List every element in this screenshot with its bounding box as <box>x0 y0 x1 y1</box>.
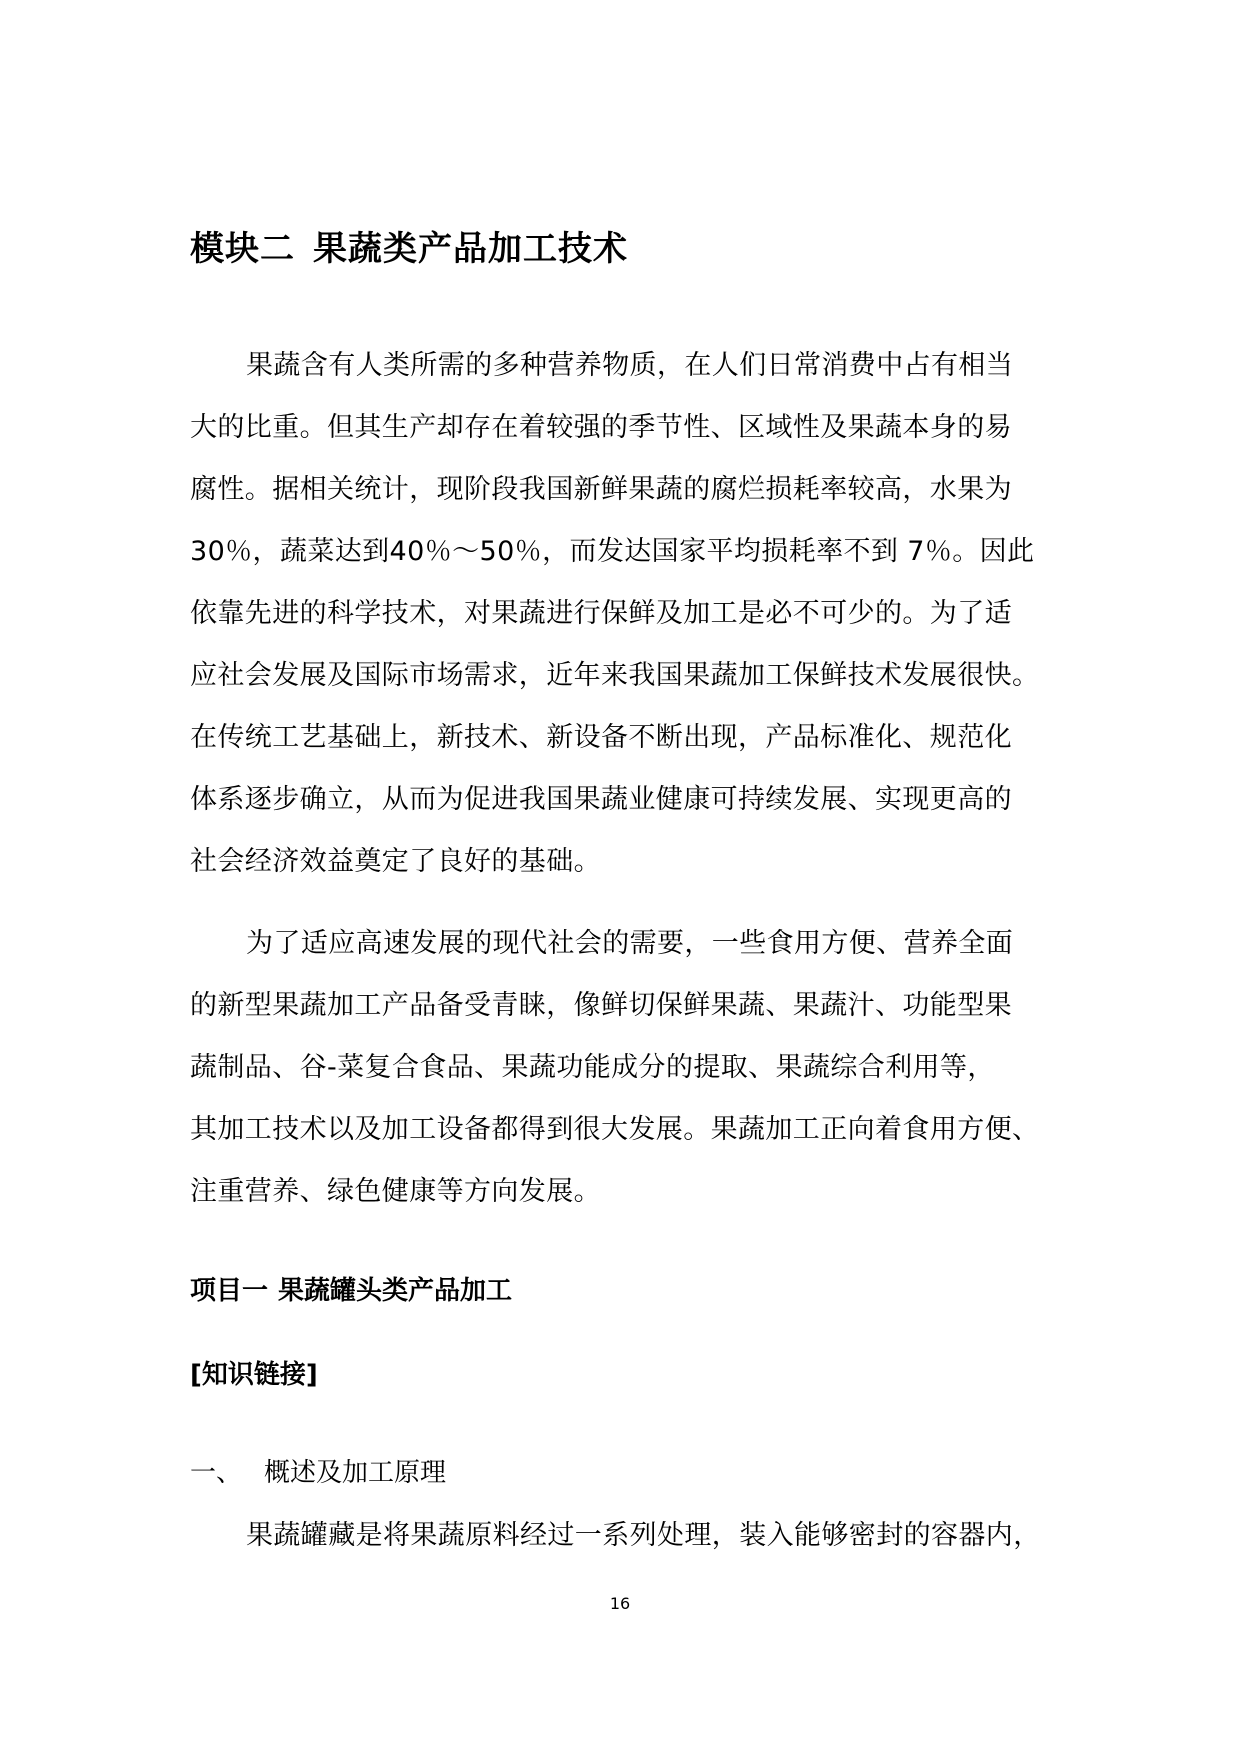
paragraph-1-line-6: 应社会发展及国际市场需求，近年来我国果蔬加工保鲜技术发展很快。 <box>190 660 1040 691</box>
module-title-text: 果蔬类产品加工技术 <box>313 229 628 269</box>
paragraph-1-line-8: 体系逐步确立，从而为促进我国果蔬业健康可持续发展、实现更高的 <box>190 784 1012 815</box>
section-paragraph-line-1: 果蔬罐藏是将果蔬原料经过一系列处理，装入能够密封的容器内， <box>246 1520 1041 1551</box>
paragraph-2-line-2: 的新型果蔬加工产品备受青睐，像鲜切保鲜果蔬、果蔬汁、功能型果 <box>190 990 1012 1021</box>
module-title <box>190 229 628 269</box>
paragraph-2-line-1: 为了适应高速发展的现代社会的需要，一些食用方便、营养全面 <box>246 928 1014 959</box>
paragraph-1-line-1: 果蔬含有人类所需的多种营养物质，在人们日常消费中占有相当 <box>246 350 1014 381</box>
paragraph-1-line-3: 腐性。据相关统计，现阶段我国新鲜果蔬的腐烂损耗率较高，水果为 <box>190 474 1012 505</box>
paragraph-2-line-3: 蔬制品、谷-菜复合食品、果蔬功能成分的提取、果蔬综合利用等， <box>190 1052 995 1083</box>
page-number: 16 <box>609 1594 631 1613</box>
knowledge-link-heading: [知识链接] <box>190 1360 318 1390</box>
paragraph-1-line-7: 在传统工艺基础上，新技术、新设备不断出现，产品标准化、规范化 <box>190 722 1012 753</box>
paragraph-1-line-9: 社会经济效益奠定了良好的基础。 <box>190 846 601 877</box>
module-title-label: 模块二 <box>190 229 295 269</box>
project-heading <box>190 1278 512 1304</box>
section-heading <box>190 1460 446 1486</box>
project-heading-text: 果蔬罐头类产品加工 <box>278 1276 513 1306</box>
paragraph-2-line-5: 注重营养、绿色健康等方向发展。 <box>190 1176 601 1207</box>
paragraph-2-line-4: 其加工技术以及加工设备都得到很大发展。果蔬加工正向着食用方便、 <box>190 1114 1040 1145</box>
project-heading-label: 项目一 <box>190 1276 269 1306</box>
section-heading-text: 概述及加工原理 <box>264 1458 447 1488</box>
paragraph-1-line-5: 依靠先进的科学技术，对果蔬进行保鲜及加工是必不可少的。为了适 <box>190 598 1012 629</box>
section-heading-number: 一、 <box>190 1458 243 1488</box>
paragraph-1-line-4: 30％，蔬菜达到40％～50％，而发达国家平均损耗率不到 7％。因此 <box>190 536 1035 567</box>
paragraph-1-line-2: 大的比重。但其生产却存在着较强的季节性、区域性及果蔬本身的易 <box>190 412 1012 443</box>
